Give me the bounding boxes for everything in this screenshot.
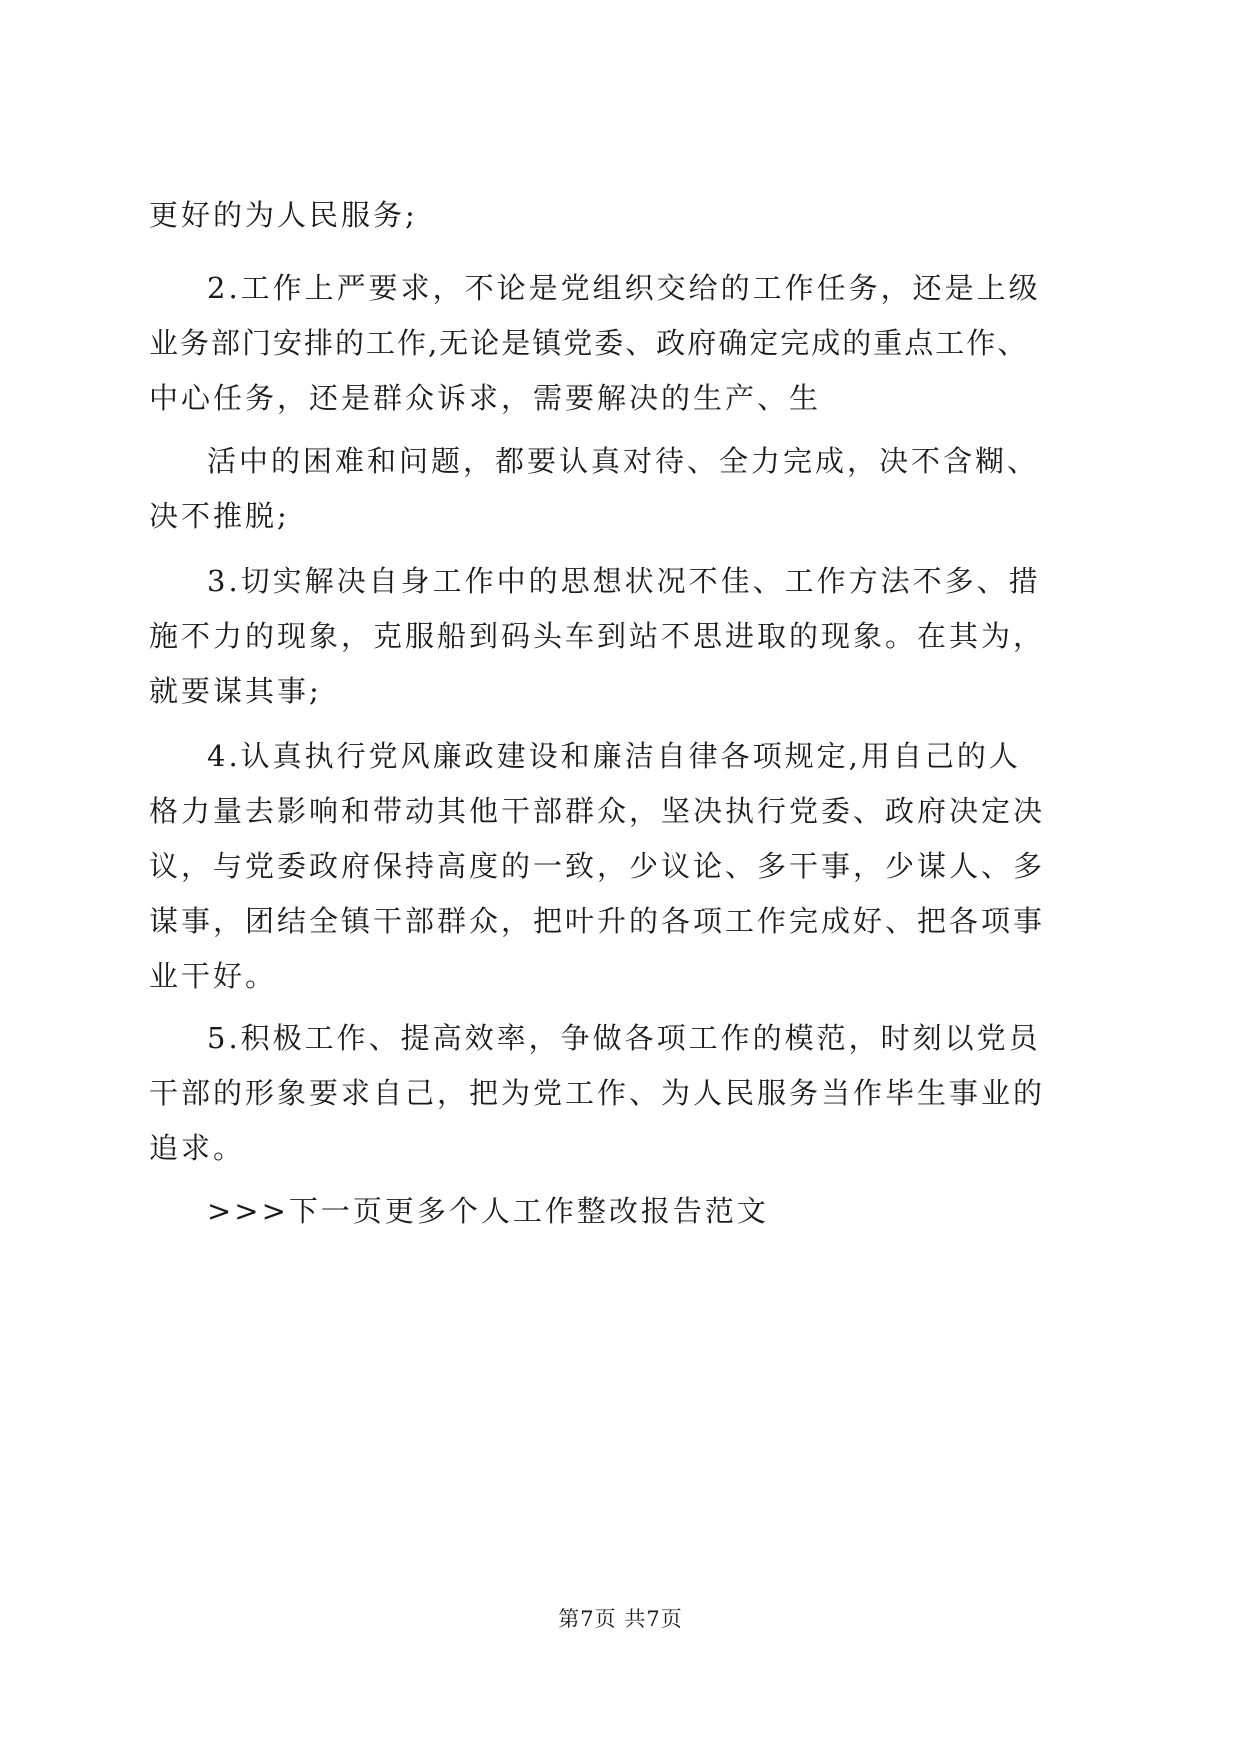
text-line: 就要谋其事; bbox=[149, 674, 322, 708]
text-line: 5.积极工作、提高效率，争做各项工作的模范，时刻以党员 bbox=[207, 1021, 1041, 1055]
page-number: 第7页 共7页 bbox=[558, 1607, 683, 1631]
text-line: 施不力的现象，克服船到码头车到站不思进取的现象。在其为， bbox=[149, 619, 1046, 653]
text-line: 议，与党委政府保持高度的一致，少议论、多干事，少谋人、多 bbox=[149, 849, 1046, 883]
text-line: 业干好。 bbox=[149, 959, 278, 993]
text-line: 决不推脱; bbox=[149, 499, 290, 533]
text-line: 更好的为人民服务; bbox=[149, 198, 418, 232]
text-line: 4.认真执行党风廉政建设和廉洁自律各项规定,用自己的人 bbox=[207, 739, 1021, 773]
text-line: 2.工作上严要求，不论是党组织交给的工作任务，还是上级 bbox=[207, 271, 1041, 305]
text-line: 谋事，团结全镇干部群众，把叶升的各项工作完成好、把各项事 bbox=[149, 904, 1046, 938]
next-page-link[interactable]: >>>下一页更多个人工作整改报告范文 bbox=[207, 1194, 769, 1228]
text-line: 干部的形象要求自己，把为党工作、为人民服务当作毕生事业的 bbox=[149, 1076, 1046, 1110]
text-line: 活中的困难和问题，都要认真对待、全力完成，决不含糊、 bbox=[207, 444, 1040, 478]
text-line: 中心任务，还是群众诉求，需要解决的生产、生 bbox=[149, 381, 822, 415]
text-line: 追求。 bbox=[149, 1131, 246, 1165]
text-line: 格力量去影响和带动其他干部群众，坚决执行党委、政府决定决 bbox=[149, 794, 1046, 828]
text-line: 业务部门安排的工作,无论是镇党委、政府确定完成的重点工作、 bbox=[149, 326, 1029, 360]
text-line: 3.切实解决自身工作中的思想状况不佳、工作方法不多、措 bbox=[207, 564, 1041, 598]
